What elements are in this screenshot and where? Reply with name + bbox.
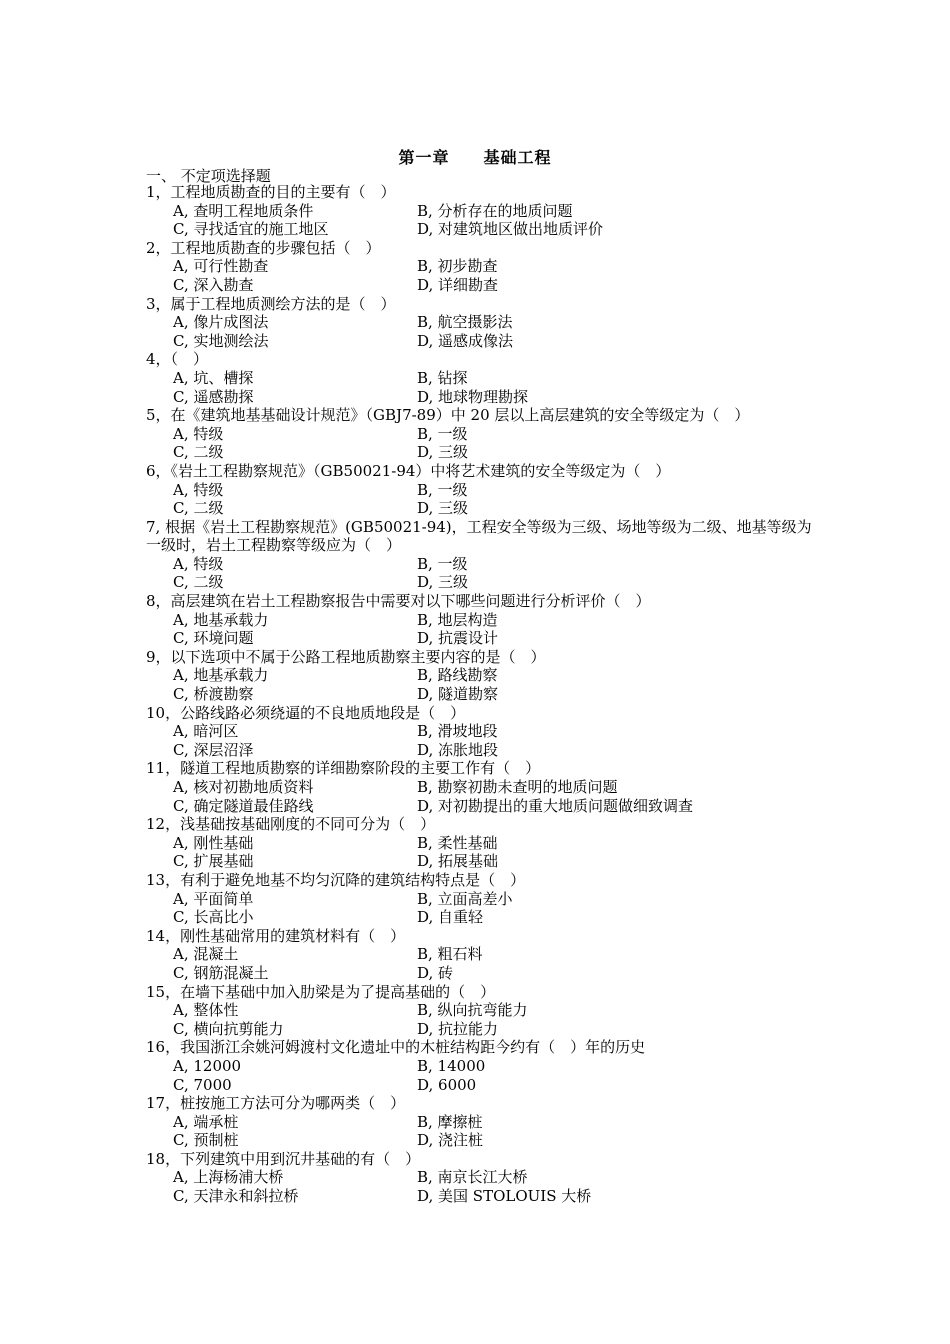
- answer-option: A, 平面简单: [173, 889, 254, 908]
- answer-option: B, 钻探: [417, 368, 468, 387]
- question-stem: 13，有利于避免地基不均匀沉降的建筑结构特点是（ ）: [146, 870, 526, 889]
- answer-option: C, 横向抗剪能力: [173, 1019, 284, 1038]
- answer-option: C, 实地测绘法: [173, 331, 269, 350]
- option-group: [146, 555, 816, 592]
- option-group: [146, 834, 816, 871]
- option-group: [146, 890, 816, 927]
- option-group: [146, 666, 816, 703]
- answer-option: C, 二级: [173, 443, 224, 462]
- answer-option: B, 14000: [417, 1056, 486, 1075]
- question-stem: 18，下列建筑中用到沉井基础的有（ ）: [146, 1149, 421, 1168]
- answer-option: C, 扩展基础: [173, 852, 254, 871]
- answer-option: B, 航空摄影法: [417, 313, 513, 332]
- answer-option: B, 路线勘察: [417, 666, 498, 685]
- answer-option: D, 砖: [417, 963, 454, 982]
- answer-option: D, 对初勘提出的重大地质问题做细致调查: [417, 796, 694, 815]
- option-group: [146, 1057, 816, 1094]
- question-list: [146, 183, 816, 1206]
- answer-option: A, 整体性: [173, 1001, 239, 1020]
- answer-option: B, 立面高差小: [417, 889, 513, 908]
- answer-option: A, 地基承载力: [173, 666, 269, 685]
- option-group: [146, 1113, 816, 1150]
- answer-option: B, 地层构造: [417, 610, 498, 629]
- question-stem: 14，刚性基础常用的建筑材料有（ ）: [146, 926, 406, 945]
- question-item: [146, 1038, 816, 1094]
- answer-option: C, 环境问题: [173, 629, 254, 648]
- answer-option: C, 7000: [173, 1075, 232, 1094]
- answer-option: B, 初步勘查: [417, 257, 498, 276]
- answer-option: A, 特级: [173, 480, 224, 499]
- answer-option: A, 特级: [173, 554, 224, 573]
- option-group: [146, 722, 816, 759]
- answer-option: A, 查明工程地质条件: [173, 201, 314, 220]
- answer-option: A, 可行性勘查: [173, 257, 269, 276]
- answer-option: B, 勘察初勘未查明的地质问题: [417, 778, 618, 796]
- answer-option: D, 抗震设计: [417, 629, 499, 648]
- answer-option: A, 暗河区: [173, 722, 239, 741]
- answer-option: B, 一级: [417, 554, 468, 573]
- question-stem: 9，以下选项中不属于公路工程地质勘察主要内容的是（ ）: [146, 647, 546, 666]
- answer-option: B, 摩擦桩: [417, 1112, 483, 1131]
- answer-option: A, 像片成图法: [173, 313, 269, 332]
- answer-option: D, 三级: [417, 443, 469, 462]
- question-stem: 8，高层建筑在岩土工程勘察报告中需要对以下哪些问题进行分析评价（ ）: [146, 592, 651, 611]
- answer-option: C, 遥感勘探: [173, 387, 254, 406]
- option-group: [146, 425, 816, 462]
- answer-option: C, 二级: [173, 499, 224, 518]
- question-stem: 6，《岩土工程勘察规范》（GB50021-94）中将艺术建筑的安全等级定为（ ）: [146, 461, 671, 480]
- answer-option: C, 寻找适宜的施工地区: [173, 220, 329, 239]
- option-group: [146, 1001, 816, 1038]
- question-item: [146, 518, 816, 592]
- answer-option: C, 钢筋混凝土: [173, 963, 269, 982]
- question-item: [146, 871, 816, 927]
- question-item: [146, 1150, 816, 1206]
- answer-option: D, 隧道勘察: [417, 685, 499, 704]
- question-item: [146, 815, 816, 871]
- question-item: [146, 592, 816, 648]
- option-group: [146, 313, 816, 350]
- answer-option: C, 深层沼泽: [173, 740, 254, 759]
- option-group: [146, 611, 816, 648]
- answer-option: D, 三级: [417, 499, 469, 518]
- chapter-title: 第一章 基础工程: [398, 148, 552, 167]
- option-group: [146, 257, 816, 294]
- answer-option: A, 上海杨浦大桥: [173, 1168, 284, 1187]
- answer-option: A, 特级: [173, 424, 224, 443]
- question-stem: 15，在墙下基础中加入肋梁是为了提高基础的（ ）: [146, 982, 496, 1001]
- option-group: [146, 481, 816, 518]
- question-stem: 3，属于工程地质测绘方法的是（ ）: [146, 294, 396, 313]
- question-item: [146, 1094, 816, 1150]
- question-stem: 5，在《建筑地基基础设计规范》（GBJ7-89）中 20 层以上高层建筑的安全等级定为（ ）: [146, 406, 750, 425]
- answer-option: B, 纵向抗弯能力: [417, 1001, 528, 1020]
- answer-option: D, 地球物理勘探: [417, 387, 529, 406]
- answer-option: D, 拓展基础: [417, 852, 499, 871]
- question-stem: 12，浅基础按基础刚度的不同可分为（ ）: [146, 815, 436, 834]
- question-stem: 11，隧道工程地质勘察的详细勘察阶段的主要工作有（ ）: [146, 759, 541, 778]
- answer-option: D, 冻胀地段: [417, 740, 499, 759]
- answer-option: C, 确定隧道最佳路线: [173, 796, 314, 815]
- answer-option: D, 抗拉能力: [417, 1019, 499, 1038]
- question-item: [146, 927, 816, 983]
- answer-option: B, 滑坡地段: [417, 722, 498, 741]
- option-group: [146, 778, 816, 815]
- answer-option: A, 12000: [173, 1056, 242, 1075]
- answer-option: B, 柔性基础: [417, 833, 498, 852]
- question-item: [146, 406, 816, 462]
- answer-option: A, 混凝土: [173, 945, 239, 964]
- answer-option: D, 对建筑地区做出地质评价: [417, 220, 604, 239]
- question-item: [146, 350, 816, 406]
- answer-option: A, 核对初勘地质资料: [173, 778, 314, 796]
- section-heading: 一、 不定项选择题: [146, 167, 271, 185]
- question-item: [146, 648, 816, 704]
- answer-option: D, 三级: [417, 573, 469, 592]
- answer-option: C, 桥渡勘察: [173, 685, 254, 704]
- answer-option: B, 粗石料: [417, 945, 483, 964]
- answer-option: D, 遥感成像法: [417, 331, 514, 350]
- option-group: [146, 945, 816, 982]
- answer-option: C, 深入勘查: [173, 275, 254, 294]
- answer-option: C, 预制桩: [173, 1131, 239, 1150]
- answer-option: D, 浇注桩: [417, 1131, 484, 1150]
- question-stem: 16，我国浙江余姚河姆渡村文化遗址中的木桩结构距今约有（ ）年的历史: [146, 1038, 646, 1057]
- option-group: [146, 202, 816, 239]
- question-item: [146, 239, 816, 295]
- answer-option: A, 地基承载力: [173, 610, 269, 629]
- answer-option: D, 美国 STOLOUIS 大桥: [417, 1187, 592, 1206]
- answer-option: B, 分析存在的地质问题: [417, 201, 573, 220]
- answer-option: D, 6000: [417, 1075, 477, 1094]
- question-item: [146, 759, 816, 815]
- answer-option: B, 南京长江大桥: [417, 1168, 528, 1187]
- answer-option: A, 刚性基础: [173, 833, 254, 852]
- question-stem: 4，（ ）: [146, 350, 209, 369]
- answer-option: C, 二级: [173, 573, 224, 592]
- question-stem: 1，工程地质勘查的目的主要有（ ）: [146, 183, 396, 201]
- question-item: [146, 295, 816, 351]
- question-stem: 10，公路线路必须绕逼的不良地质地段是（ ）: [146, 703, 466, 722]
- answer-option: B, 一级: [417, 480, 468, 499]
- option-group: [146, 1168, 816, 1205]
- answer-option: B, 一级: [417, 424, 468, 443]
- answer-option: A, 端承桩: [173, 1112, 239, 1131]
- answer-option: D, 自重轻: [417, 908, 484, 927]
- question-item: [146, 183, 816, 239]
- question-item: [146, 983, 816, 1039]
- answer-option: C, 天津永和斜拉桥: [173, 1187, 299, 1206]
- question-item: [146, 704, 816, 760]
- option-group: [146, 369, 816, 406]
- question-stem: 7, 根据《岩土工程勘察规范》(GB50021-94)，工程安全等级为三级、场地等级为二级、地基等级为一级时，岩土工程勘察等级应为（ ）: [146, 517, 812, 555]
- answer-option: C, 长高比小: [173, 908, 254, 927]
- answer-option: A, 坑、槽探: [173, 368, 254, 387]
- question-item: [146, 462, 816, 518]
- answer-option: D, 详细勘查: [417, 275, 499, 294]
- question-stem: 17，桩按施工方法可分为哪两类（ ）: [146, 1094, 406, 1113]
- question-stem: 2，工程地质勘查的步骤包括（ ）: [146, 238, 381, 257]
